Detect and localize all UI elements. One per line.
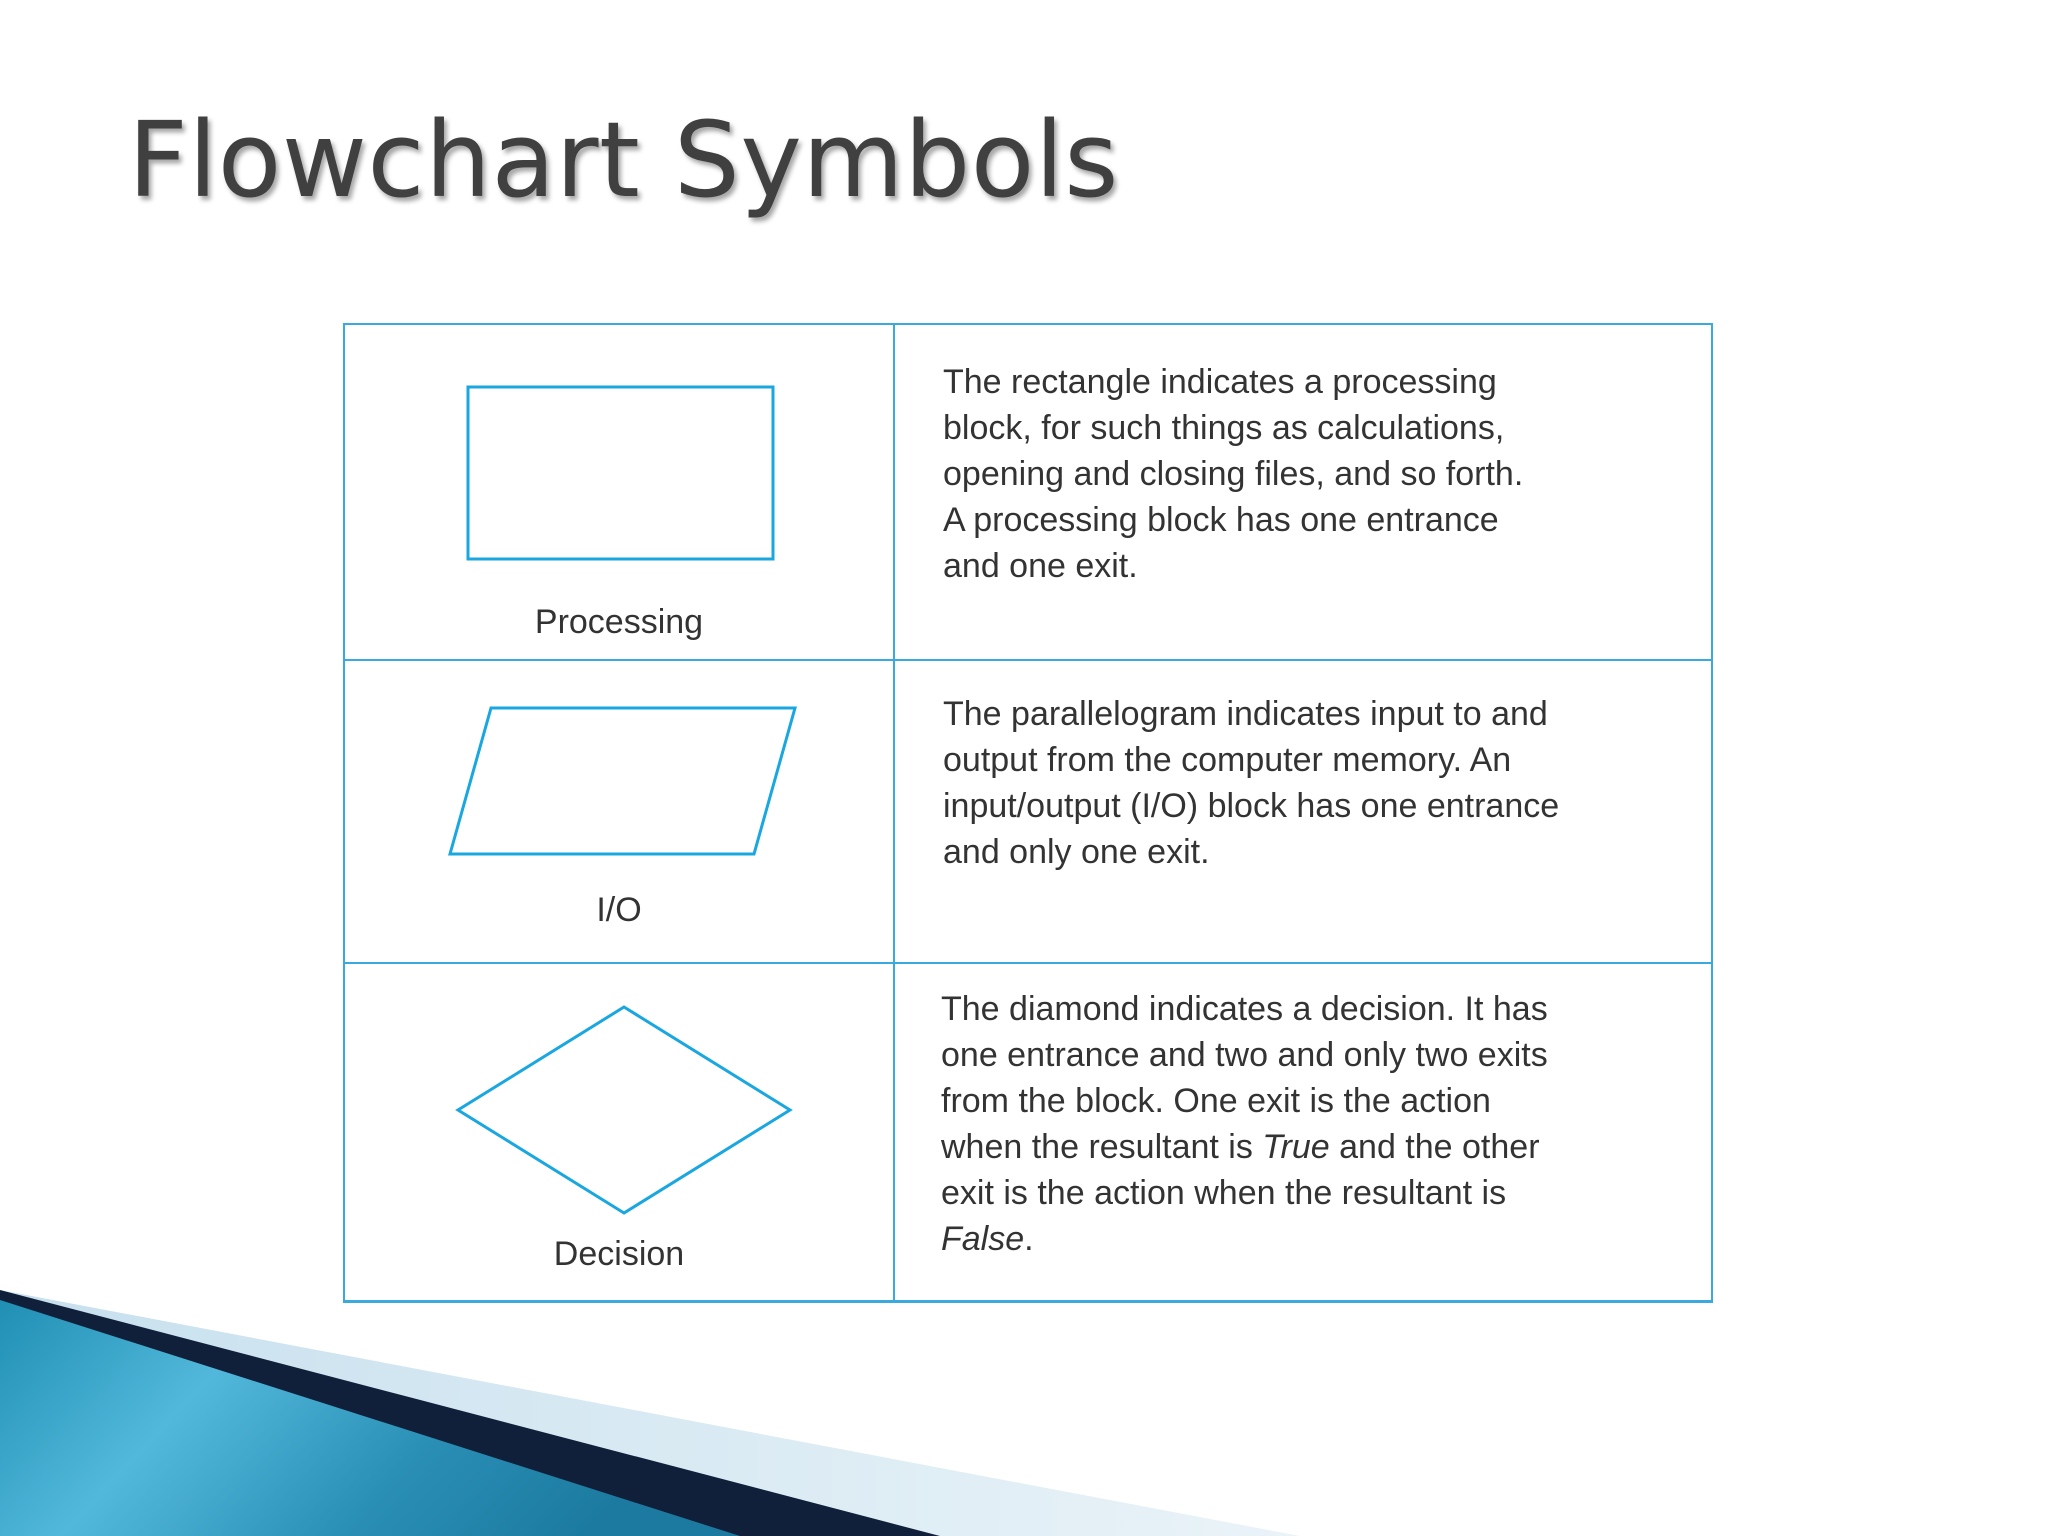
column-divider: [893, 964, 895, 1302]
column-divider: [893, 325, 895, 659]
description-line: output from the computer memory. An: [943, 741, 1512, 779]
description-line-true: [941, 1124, 1661, 1170]
description-line: one entrance and two and only two exits: [941, 1036, 1548, 1074]
description-line: from the block. One exit is the action: [941, 1082, 1491, 1120]
description-line: block, for such things as calculations,: [943, 409, 1505, 447]
symbol-cell-decision: [345, 964, 893, 1302]
description-text: when the resultant is: [941, 1128, 1263, 1166]
column-divider: [893, 661, 895, 962]
flowchart-symbol-table: [343, 323, 1713, 1303]
description-line: and only one exit.: [943, 833, 1210, 871]
table-row-decision: [345, 964, 1711, 1302]
slide-title: Flowchart Symbols: [128, 99, 1119, 221]
description-line: exit is the action when the resultant is: [941, 1174, 1507, 1212]
table-row-processing: [345, 325, 1711, 661]
description-line: The parallelogram indicates input to and: [943, 695, 1548, 733]
symbol-label-processing: Processing: [534, 603, 704, 641]
description-text: and the other: [1329, 1128, 1540, 1166]
description-text: .: [1024, 1220, 1034, 1258]
description-line: input/output (I/O) block has one entrance: [943, 787, 1560, 825]
description-line: The diamond indicates a decision. It has: [941, 990, 1548, 1028]
description-line-false: [941, 1216, 1661, 1262]
symbol-label-decision: Decision: [553, 1235, 685, 1273]
decorative-swoosh-graphic: [0, 1290, 2048, 1536]
description-line: and one exit.: [943, 547, 1138, 585]
table-row-io: [345, 661, 1711, 964]
false-emphasis: False: [941, 1220, 1025, 1258]
true-emphasis: True: [1262, 1128, 1330, 1166]
description-decision: [941, 986, 1661, 1262]
description-line: opening and closing files, and so forth.: [943, 455, 1524, 493]
description-line: A processing block has one entrance: [943, 501, 1499, 539]
symbol-cell-io: [345, 661, 893, 962]
symbol-label-io: I/O: [596, 891, 642, 929]
description-line: The rectangle indicates a processing: [943, 363, 1497, 401]
description-processing: [943, 359, 1663, 589]
symbol-cell-processing: [345, 325, 893, 659]
description-io: [943, 691, 1663, 875]
